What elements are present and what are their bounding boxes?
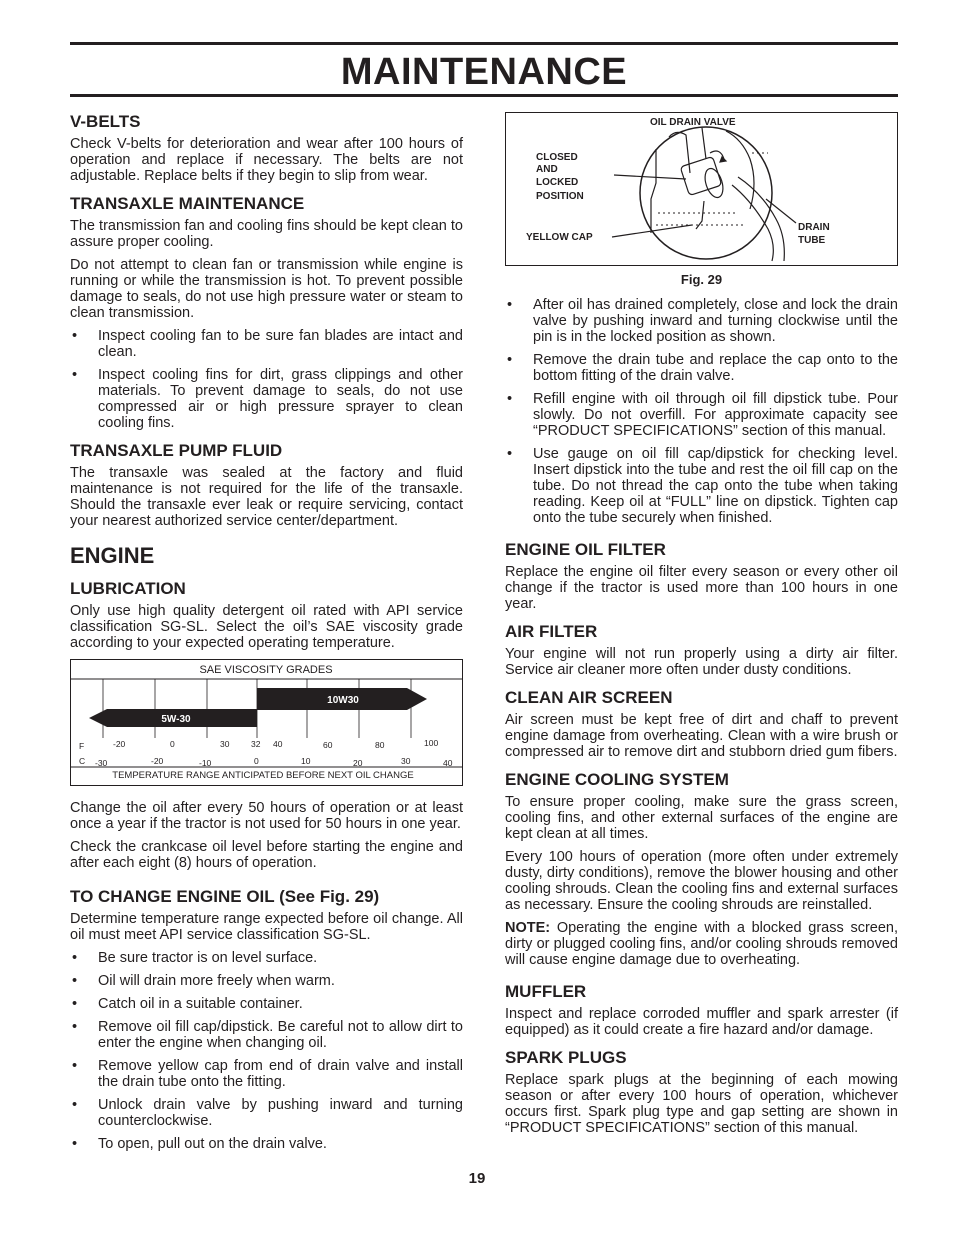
list-item: • Be sure tractor is on level surface. bbox=[70, 950, 463, 966]
pump-heading: TRANSAXLE PUMP FLUID bbox=[70, 441, 283, 460]
list-item: • Unlock drain valve by pushing inward and turning counterclockwise. bbox=[70, 1097, 463, 1129]
air-screen-heading: CLEAN AIR SCREEN bbox=[505, 688, 673, 707]
list-item: • Catch oil in a suitable container. bbox=[70, 996, 463, 1012]
tick-label: 100 bbox=[424, 738, 439, 748]
cooling-text-2: Every 100 hours of operation (more often under extremely dusty, dirty conditions), remove the blower housing and other cooling shrouds. Clean the cooling fins and external surfaces as necessary. Ensure the cooling shrouds are reinstalled. bbox=[505, 849, 898, 913]
vbelts-heading: V-BELTS bbox=[70, 112, 141, 131]
title-rule bbox=[70, 94, 898, 97]
list-item: • Inspect cooling fan to be sure fan blades are intact and clean. bbox=[70, 328, 463, 360]
right-column bbox=[505, 112, 898, 1143]
page-title: MAINTENANCE bbox=[340, 51, 628, 93]
note-label: NOTE: bbox=[505, 920, 551, 936]
top-rule bbox=[70, 42, 898, 45]
engine-heading: ENGINE bbox=[70, 543, 155, 568]
pump-text: The transaxle was sealed at the factory and fluid maintenance is not required for the life of the transaxle. Should the transaxle ever leak or require servicing, contact your nearest authorized service center/department. bbox=[70, 465, 463, 529]
change-oil-heading: TO CHANGE ENGINE OIL (See Fig. 29) bbox=[70, 887, 380, 906]
label-5w30: 5W-30 bbox=[161, 714, 191, 725]
tick-label: 0 bbox=[254, 756, 259, 766]
label-closed: CLOSED bbox=[536, 152, 578, 163]
left-column bbox=[70, 108, 463, 1159]
oil-filter-heading: ENGINE OIL FILTER bbox=[505, 540, 666, 559]
lubrication-text-3: Check the crankcase oil level before starting the engine and after each eight (8) hours of operation. bbox=[70, 839, 463, 871]
vbelts-text: Check V-belts for deterioration and wear after 100 hours of operation and replace if necessary. The belts are not adjustable. Replace belts if they begin to slip from wear. bbox=[70, 136, 463, 184]
tick-label: 30 bbox=[220, 739, 230, 749]
tick-label: -10 bbox=[199, 758, 212, 768]
label-and: AND bbox=[536, 164, 558, 175]
transaxle-text-2: Do not attempt to clean fan or transmission while engine is running or while the transmission is hot. To prevent possible damage to seals, do not use high pressure water or steam to clean transmission. bbox=[70, 257, 463, 321]
transaxle-bullets bbox=[70, 328, 463, 431]
spark-heading: SPARK PLUGS bbox=[505, 1048, 627, 1067]
cooling-text-1: To ensure proper cooling, make sure the grass screen, cooling fins, and other external surfaces of the engine are kept clean at all times. bbox=[505, 794, 898, 842]
page-number: 19 bbox=[468, 1170, 486, 1187]
air-filter-text: Your engine will not run properly using a dirty air filter. Service air cleaner more often under dusty conditions. bbox=[505, 646, 898, 678]
label-10w30: 10W30 bbox=[327, 695, 359, 706]
label-drain: DRAIN bbox=[798, 222, 830, 233]
tick-label: -20 bbox=[151, 756, 164, 766]
air-screen-text: Air screen must be kept free of dirt and chaff to prevent engine damage from overheating. Clean with a wire brush or compressed air to remove dirt and stubborn dried gum fibers. bbox=[505, 712, 898, 760]
change-oil-text: Determine temperature range expected before oil change. All oil must meet API service classification SG-SL. bbox=[70, 911, 463, 943]
cooling-note bbox=[505, 920, 898, 968]
sae-viscosity-chart bbox=[70, 659, 463, 786]
label-yellow-cap: YELLOW CAP bbox=[526, 232, 593, 243]
list-item: • Use gauge on oil fill cap/dipstick for checking level. Insert dipstick into the tube and rest the oil fill cap on the tube. Do not thread the cap onto the tube when taking reading. Keep oil at “FULL” line on dipstick. Tighten cap onto the tube securely when finished. bbox=[505, 446, 898, 526]
tick-label: 20 bbox=[353, 758, 363, 768]
note-text: Operating the engine with a blocked grass screen, dirty or plugged cooling fins, and/or cooling shrouds removed will cause engine damage due to overheating. bbox=[505, 920, 898, 968]
list-item: • Remove oil fill cap/dipstick. Be careful not to allow dirt to enter the engine when changing oil. bbox=[70, 1019, 463, 1051]
f-axis-label: F bbox=[79, 741, 85, 751]
label-tube: TUBE bbox=[798, 235, 826, 246]
tick-label: 10 bbox=[301, 756, 311, 766]
list-item: • Remove the drain tube and replace the cap onto to the bottom fitting of the drain valve. bbox=[505, 352, 898, 384]
label-oil-drain-valve: OIL DRAIN VALVE bbox=[650, 117, 736, 128]
list-item: • Remove yellow cap from end of drain valve and install the drain tube onto the fitting. bbox=[70, 1058, 463, 1090]
c-axis-label: C bbox=[79, 756, 86, 766]
lubrication-heading: LUBRICATION bbox=[70, 579, 186, 598]
oil-drain-figure bbox=[505, 112, 898, 266]
tick-label: -30 bbox=[95, 758, 108, 768]
tick-label: -20 bbox=[113, 739, 126, 749]
muffler-heading: MUFFLER bbox=[505, 982, 587, 1001]
after-drain-bullets bbox=[505, 297, 898, 526]
spark-text: Replace spark plugs at the beginning of each mowing season or after every 100 hours of operation, whichever occurs first. Spark plug type and gap setting are shown in “PRODUCT SPECIFICATIONS” section of this manual. bbox=[505, 1072, 898, 1136]
list-item: • Oil will drain more freely when warm. bbox=[70, 973, 463, 989]
tick-label: 32 bbox=[251, 739, 261, 749]
oil-drain-illustration bbox=[506, 113, 897, 263]
tick-label: 80 bbox=[375, 740, 385, 750]
sae-title: SAE VISCOSITY GRADES bbox=[199, 664, 333, 676]
sae-footer: TEMPERATURE RANGE ANTICIPATED BEFORE NEXT OIL CHANGE bbox=[112, 770, 414, 781]
label-position: POSITION bbox=[536, 191, 584, 202]
list-item: • Refill engine with oil through oil fill dipstick tube. Pour slowly. Do not overfill. For approximate capacity see “PRODUCT SPECIFICATIONS” section of this manual. bbox=[505, 391, 898, 439]
sae-chart-graphic bbox=[71, 660, 462, 783]
list-item: • To open, pull out on the drain valve. bbox=[70, 1136, 463, 1152]
list-item: • After oil has drained completely, close and lock the drain valve by pushing inward and turning clockwise until the pin is in the locked position as shown. bbox=[505, 297, 898, 345]
list-item: • Inspect cooling fins for dirt, grass clippings and other materials. To prevent damage to seals, do not use compressed air or high pressure sprayer to clean cooling fins. bbox=[70, 367, 463, 431]
transaxle-text-1: The transmission fan and cooling fins should be kept clean to assure proper cooling. bbox=[70, 218, 463, 250]
lubrication-text-1: Only use high quality detergent oil rated with API service classification SG-SL. Select the oil’s SAE viscosity grade according to your expected operating temperature. bbox=[70, 603, 463, 651]
tick-label: 40 bbox=[443, 758, 453, 768]
lubrication-text-2: Change the oil after every 50 hours of operation or at least once a year if the tractor is not used for 50 hours in one year. bbox=[70, 800, 463, 832]
transaxle-heading: TRANSAXLE MAINTENANCE bbox=[70, 194, 305, 213]
air-filter-heading: AIR FILTER bbox=[505, 622, 598, 641]
tick-label: 30 bbox=[401, 756, 411, 766]
tick-label: 0 bbox=[170, 739, 175, 749]
change-oil-bullets bbox=[70, 950, 463, 1152]
tick-label: 60 bbox=[323, 740, 333, 750]
muffler-text: Inspect and replace corroded muffler and spark arrester (if equipped) as it could create a fire hazard and/or damage. bbox=[505, 1006, 898, 1038]
oil-filter-text: Replace the engine oil filter every season or every other oil change if the tractor is used more than 100 hours in one year. bbox=[505, 564, 898, 612]
figure-caption: Fig. 29 bbox=[680, 272, 723, 287]
cooling-heading: ENGINE COOLING SYSTEM bbox=[505, 770, 729, 789]
label-locked: LOCKED bbox=[536, 177, 579, 188]
tick-label: 40 bbox=[273, 739, 283, 749]
